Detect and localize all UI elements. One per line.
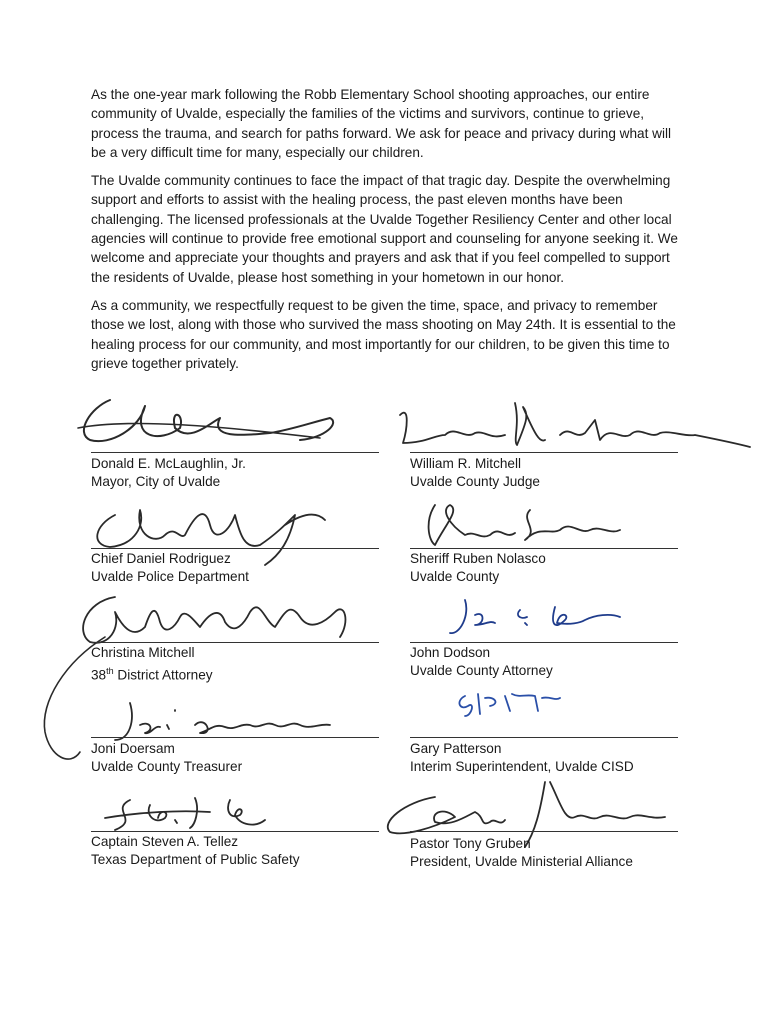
signature-line [410,452,678,453]
signatory-title-tellez: Texas Department of Public Safety [91,852,300,867]
signature-line [410,548,678,549]
signatory-name-tellez: Captain Steven A. Tellez [91,834,239,849]
paragraph-3: As a community, we respectfully request to be given the time, space, and privacy to remember those we lost, along with those who survived the mass shooting on May 24th. It is essential to the healing process for our community, and most importantly for our children, to be given this time to grieve together privately. [91,297,676,371]
signature-line [91,831,379,832]
signature-patterson [450,686,570,721]
signatory-name-c-mitchell: Christina Mitchell [91,645,195,660]
signature-line [410,642,678,643]
signature-w-mitchell [395,395,755,460]
signatory-title-gruben: President, Uvalde Ministerial Alliance [410,854,633,869]
signatory-title-w-mitchell: Uvalde County Judge [410,474,540,489]
letter-body [91,85,681,382]
signatory-title-mclaughlin: Mayor, City of Uvalde [91,474,221,489]
title-suffix: District Attorney [113,667,213,683]
signatory-name-patterson: Gary Patterson [410,741,502,756]
signature-line [91,452,379,453]
signature-dodson [445,595,625,640]
signatory-name-dodson: John Dodson [410,645,491,660]
signatory-name-gruben: Pastor Tony Gruben [410,836,531,851]
signature-line [410,831,678,832]
signatory-name-nolasco: Sheriff Ruben Nolasco [410,551,546,566]
title-prefix: 38 [91,667,107,683]
paragraph-1: As the one-year mark following the Robb Elementary School shooting approaches, our entire community of Uvalde, especially the families of the victims and survivors, continue to grieve, process the trauma, and search for paths forward. We ask for peace and privacy during what will be a very difficult time for many, especially our children. [91,87,672,160]
signatory-name-mclaughlin: Donald E. McLaughlin, Jr. [91,456,246,471]
signature-line [91,737,379,738]
signatory-title-patterson: Interim Superintendent, Uvalde CISD [410,759,634,774]
signatory-title-doersam: Uvalde County Treasurer [91,759,243,774]
paragraph-2: The Uvalde community continues to face the impact of that tragic day. Despite the overwhelming support and efforts to assist with the healing process, the past eleven months have been challenging. The licensed professionals at the Uvalde Together Resiliency Center and other local agencies will continue to provide free emotional support and counseling for anyone seeking it. We welcome and appreciate your thoughts and prayers and ask that if you feel compelled to support the residents of Uvalde, please host something in your hometown in our honor. [91,173,678,285]
signature-line [410,737,678,738]
signatory-title-c-mitchell [91,662,213,685]
signature-nolasco [420,495,640,555]
signatory-name-doersam: Joni Doersam [91,741,175,756]
signatory-name-w-mitchell: William R. Mitchell [410,456,522,471]
signatory-name-rodriguez: Chief Daniel Rodriguez [91,551,231,566]
signatory-title-nolasco: Uvalde County [410,569,500,584]
signature-line [91,642,379,643]
signatory-title-dodson: Uvalde County Attorney [410,663,553,678]
signatory-title-rodriguez: Uvalde Police Department [91,569,249,584]
signature-tellez [100,790,280,835]
signature-line [91,548,379,549]
title-superscript: th [106,666,114,676]
signature-mclaughlin [70,388,370,458]
